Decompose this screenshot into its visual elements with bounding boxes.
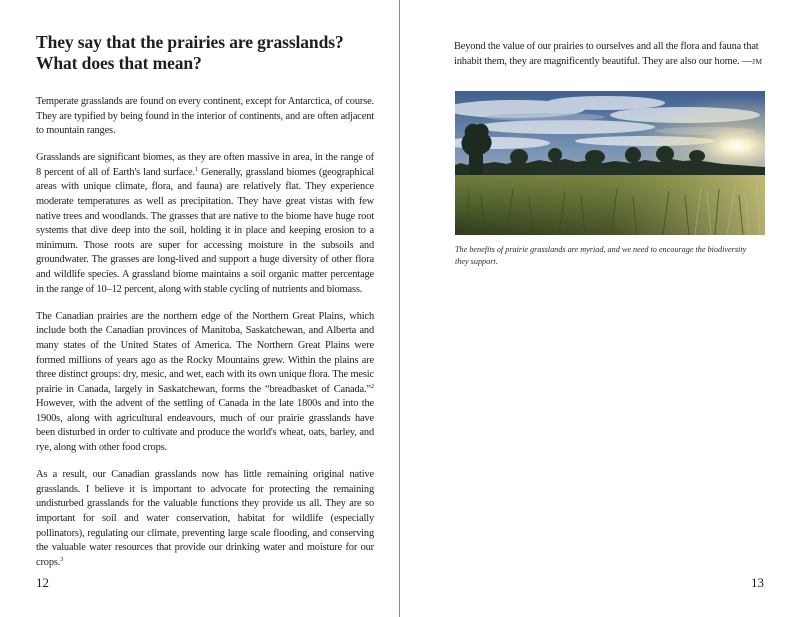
paragraph-4-text: As a result, our Canadian grasslands now has little remaining original native grasslands. I believe it is important to advocate for protecting the remaining undisturbed grasslands for the valuable functions they provide us all. They are so important for soil and water conservation, habitat for wildlife (especially pollinators), regulating our climate, preventing large scale flooding, and conserving the valuable water resources that provide our drinking water and moisture for our crops. <box>36 469 374 568</box>
paragraph-3 <box>36 310 374 456</box>
paragraph-3-text-cont: However, with the advent of the settling of Canada in the late 1800s and into the 1900s, along with agricultural endeavours, much of our prairie grasslands have been disturbed in order to cultivate and produce the world's wheat, oats, barley, and rye, along with other food crops. <box>36 398 374 454</box>
closing-paragraph <box>454 40 772 69</box>
closing-paragraph-text: Beyond the value of our prairies to ourselves and all the flora and fauna that inhabit them, they are magnificently beautiful. They are also our home. — <box>454 41 759 67</box>
paragraph-4 <box>36 468 374 570</box>
paragraph-2-text: Grasslands are significant biomes, as they are often massive in area, in the range of 8 percent of all of Earth's land surface. <box>36 152 374 178</box>
footnote-ref-2: 2 <box>370 382 374 390</box>
right-page <box>400 0 800 617</box>
paragraph-3-text: The Canadian prairies are the northern edge of the Northern Great Plains, which include both the Canadian provinces of Manitoba, Saskatchewan, and Alberta and many states of the United States of America. The Northern Great Plains were formed millions of years ago as the Rocky Mountains grew. Within the plains are three distinct groups: dry, mesic, and wet, each with its own unique flora. The mesic prairie in Canada, largely in Saskatchewan, forms the “breadbasket of Canada.” <box>36 310 374 395</box>
prairie-sunset-photo <box>455 91 765 235</box>
photo-caption: The benefits of prairie grasslands are myriad, and we need to encourage the biodiversity they support. <box>455 245 747 266</box>
footnote-ref-3: 3 <box>60 555 64 563</box>
paragraph-2 <box>36 151 374 297</box>
page-number-right: 13 <box>751 575 764 590</box>
left-page <box>0 0 399 617</box>
paragraph-2-text-cont: Generally, grassland biomes (geographical areas with unique climate, flora, and fauna) are relatively flat. They experience moderate temperatures as well as precipitation. They have great vistas with few native trees and woodlands. The grasses that are native to the biome have huge root systems that dive deep into the soil, holding it in place and keeping erosion to a minimum. Those roots are super for accessing moisture in the subsoils and groundwater. The grasses are long-lived and support a huge diversity of other flora and wildlife species. A grassland biome maintains a soil organic matter percentage in the range of 10–12 percent, along with stable cycling of nutrients and biomass. <box>36 166 374 295</box>
section-heading: They say that the prairies are grasslands? What does that mean? <box>36 32 344 73</box>
page-number-left: 12 <box>36 575 49 590</box>
author-initials: JM <box>752 56 763 66</box>
footnote-ref-1: 1 <box>194 165 199 173</box>
body-text <box>36 95 374 583</box>
paragraph-1: Temperate grasslands are found on every continent, except for Antarctica, of course. They are typified by being found in the interior of continents, and are often adjacent to mountain ranges. <box>36 96 374 137</box>
